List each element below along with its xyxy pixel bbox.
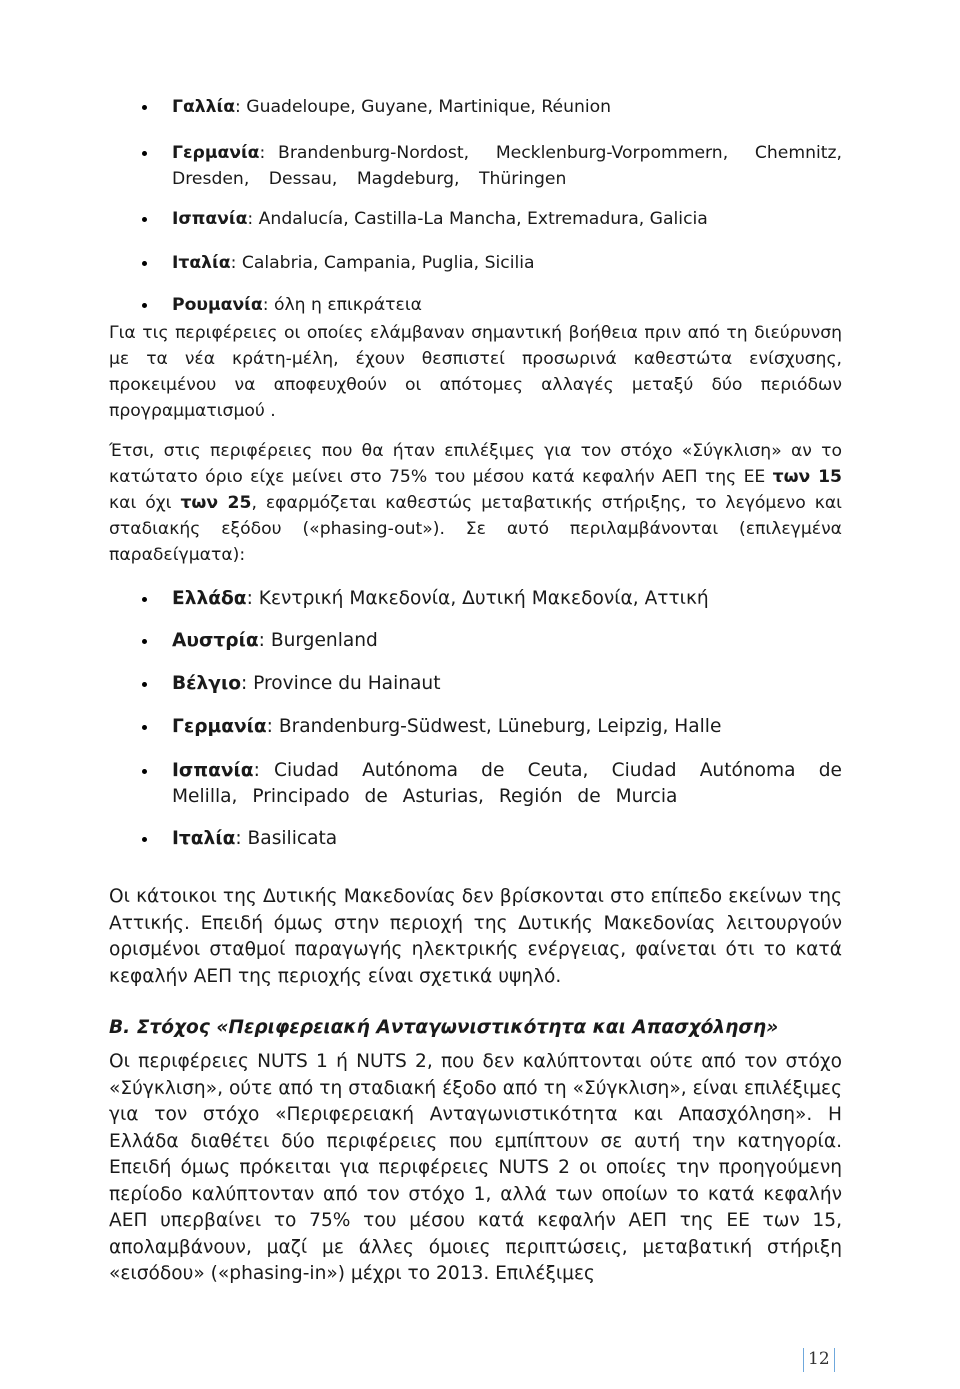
list-item [172, 758, 842, 810]
region-list: Guadeloupe, Guyane, Martinique, Réunion [246, 97, 612, 117]
list-item [172, 140, 842, 192]
page-number: 12 [808, 1349, 830, 1369]
region-list: Κεντρική Μακεδονία, Δυτική Μακεδονία, Αττική [258, 588, 709, 609]
region-list: Brandenburg-Südwest, Lüneburg, Leipzig, Halle [278, 716, 722, 737]
country-name: Ιταλία [172, 253, 231, 273]
separator: : [259, 143, 279, 163]
paragraph-text: , εφαρμόζεται καθεστώς μεταβατικής στήριξης, το λεγόμενο και σταδιακής εξόδου («phasing-out»). Σε αυτό περιλαμβάνονται (επιλεγμένα παραδείγματα): [109, 493, 842, 565]
emphasis-text: των 25 [180, 493, 252, 513]
country-name: Ισπανία [172, 760, 254, 781]
region-list: Andalucía, Castilla-La Mancha, Extremadura, Galicia [258, 209, 708, 229]
region-list: Calabria, Campania, Puglia, Sicilia [241, 253, 535, 273]
page-number-divider-right [834, 1348, 835, 1372]
separator: : [240, 673, 254, 694]
region-list: Ciudad Autónoma de Ceuta, Ciudad Autónoma de Melilla, Principado de Asturias, Región de Murcia [172, 760, 842, 807]
list-item [172, 714, 842, 740]
separator: : [246, 588, 259, 609]
separator: : [247, 209, 259, 229]
country-name: Ισπανία [172, 209, 248, 229]
separator: : [266, 716, 279, 737]
country-name: Αυστρία [172, 630, 259, 651]
country-name: Γερμανία [172, 716, 267, 737]
separator: : [235, 97, 247, 117]
country-name: Βέλγιο [172, 673, 241, 694]
country-name: Ρουμανία [172, 295, 263, 315]
separator: : [235, 828, 248, 849]
list-item [172, 586, 842, 612]
page-number-divider-left [803, 1348, 804, 1372]
region-list: όλη η επικράτεια [273, 295, 422, 315]
list-item [172, 628, 842, 654]
region-list: Burgenland [270, 630, 378, 651]
region-list: Basilicata [247, 828, 338, 849]
separator: : [230, 253, 242, 273]
section-heading: Β. Στόχος «Περιφερειακή Ανταγωνιστικότητα και Απασχόληση» [109, 1017, 779, 1038]
country-name: Γαλλία [172, 97, 236, 117]
paragraph: Για τις περιφέρειες οι οποίες ελάμβαναν σημαντική βοήθεια πριν από τη διεύρυνση με τα νέα κράτη-μέλη, έχουν θεσπιστεί προσωρινά καθεστώτα ενίσχυσης, προκειμένου να αποφευχθούν οι απότομες αλλαγές μεταξύ δύο περιόδων προγραμματισμού . [109, 323, 842, 421]
paragraph: Οι κάτοικοι της Δυτικής Μακεδονίας δεν βρίσκονται στο επίπεδο εκείνων της Αττικής. Επειδή όμως στην περιοχή της Δυτικής Μακεδονίας λειτουργούν ορισμένοι σταθμοί παραγωγής ηλεκτρικής ενέργειας, φαίνεται ότι το κατά κεφαλήν ΑΕΠ της περιοχής είναι σχετικά υψηλό. [109, 886, 842, 987]
paragraph: Οι περιφέρειες NUTS 1 ή NUTS 2, που δεν καλύπτονται ούτε από τον στόχο «Σύγκλιση», ούτε από τη σταδιακή έξοδο από τη «Σύγκλιση», είναι επιλέξιμες για τον στόχο «Περιφερειακή Ανταγωνιστικότητα και Απασχόληση». Η Ελλάδα διαθέτει δύο περιφέρειες που εμπίπτουν σε αυτή την κατηγορία. Επειδή όμως πρόκειται για περιφέρειες NUTS 2 οι οποίες την προηγούμενη περίοδο καλύπτονταν από τον στόχο 1, αλλά των οποίων το κατά κεφαλήν ΑΕΠ υπερβαίνει το 75% του μέσου κατά κεφαλήν ΑΕΠ της ΕΕ των 15, απολαμβάνουν, μαζί με άλλες όμοιες περιπτώσεις, μεταβατική στήριξη «εισόδου» («phasing-in») μέχρι το 2013. Επιλέξιμες [109, 1051, 842, 1284]
list-item [172, 206, 842, 232]
list-item [172, 94, 842, 120]
emphasis-text: των 15 [772, 467, 842, 487]
separator: : [258, 630, 271, 651]
page-number-box [790, 1346, 850, 1372]
region-list: Province du Hainaut [253, 673, 441, 694]
country-name: Ελλάδα [172, 588, 247, 609]
separator: : [253, 760, 275, 781]
country-name: Ιταλία [172, 828, 236, 849]
region-list: Brandenburg-Nordost, Mecklenburg-Vorpommern, Chemnitz, Dresden, Dessau, Magdeburg, Thüringen [172, 143, 842, 189]
list-item [172, 671, 842, 697]
paragraph-text: Έτσι, στις περιφέρειες που θα ήταν επιλέξιμες για τον στόχο «Σύγκλιση» αν το κατώτατο όριο είχε μείνει στο 75% του μέσου κατά κεφαλήν ΑΕΠ της ΕΕ [109, 441, 842, 487]
list-item [172, 250, 842, 276]
country-name: Γερμανία [172, 143, 260, 163]
paragraph-text: και όχι [109, 493, 181, 513]
list-item [172, 292, 842, 318]
paragraph [109, 438, 842, 568]
list-item [172, 826, 842, 852]
separator: : [262, 295, 274, 315]
